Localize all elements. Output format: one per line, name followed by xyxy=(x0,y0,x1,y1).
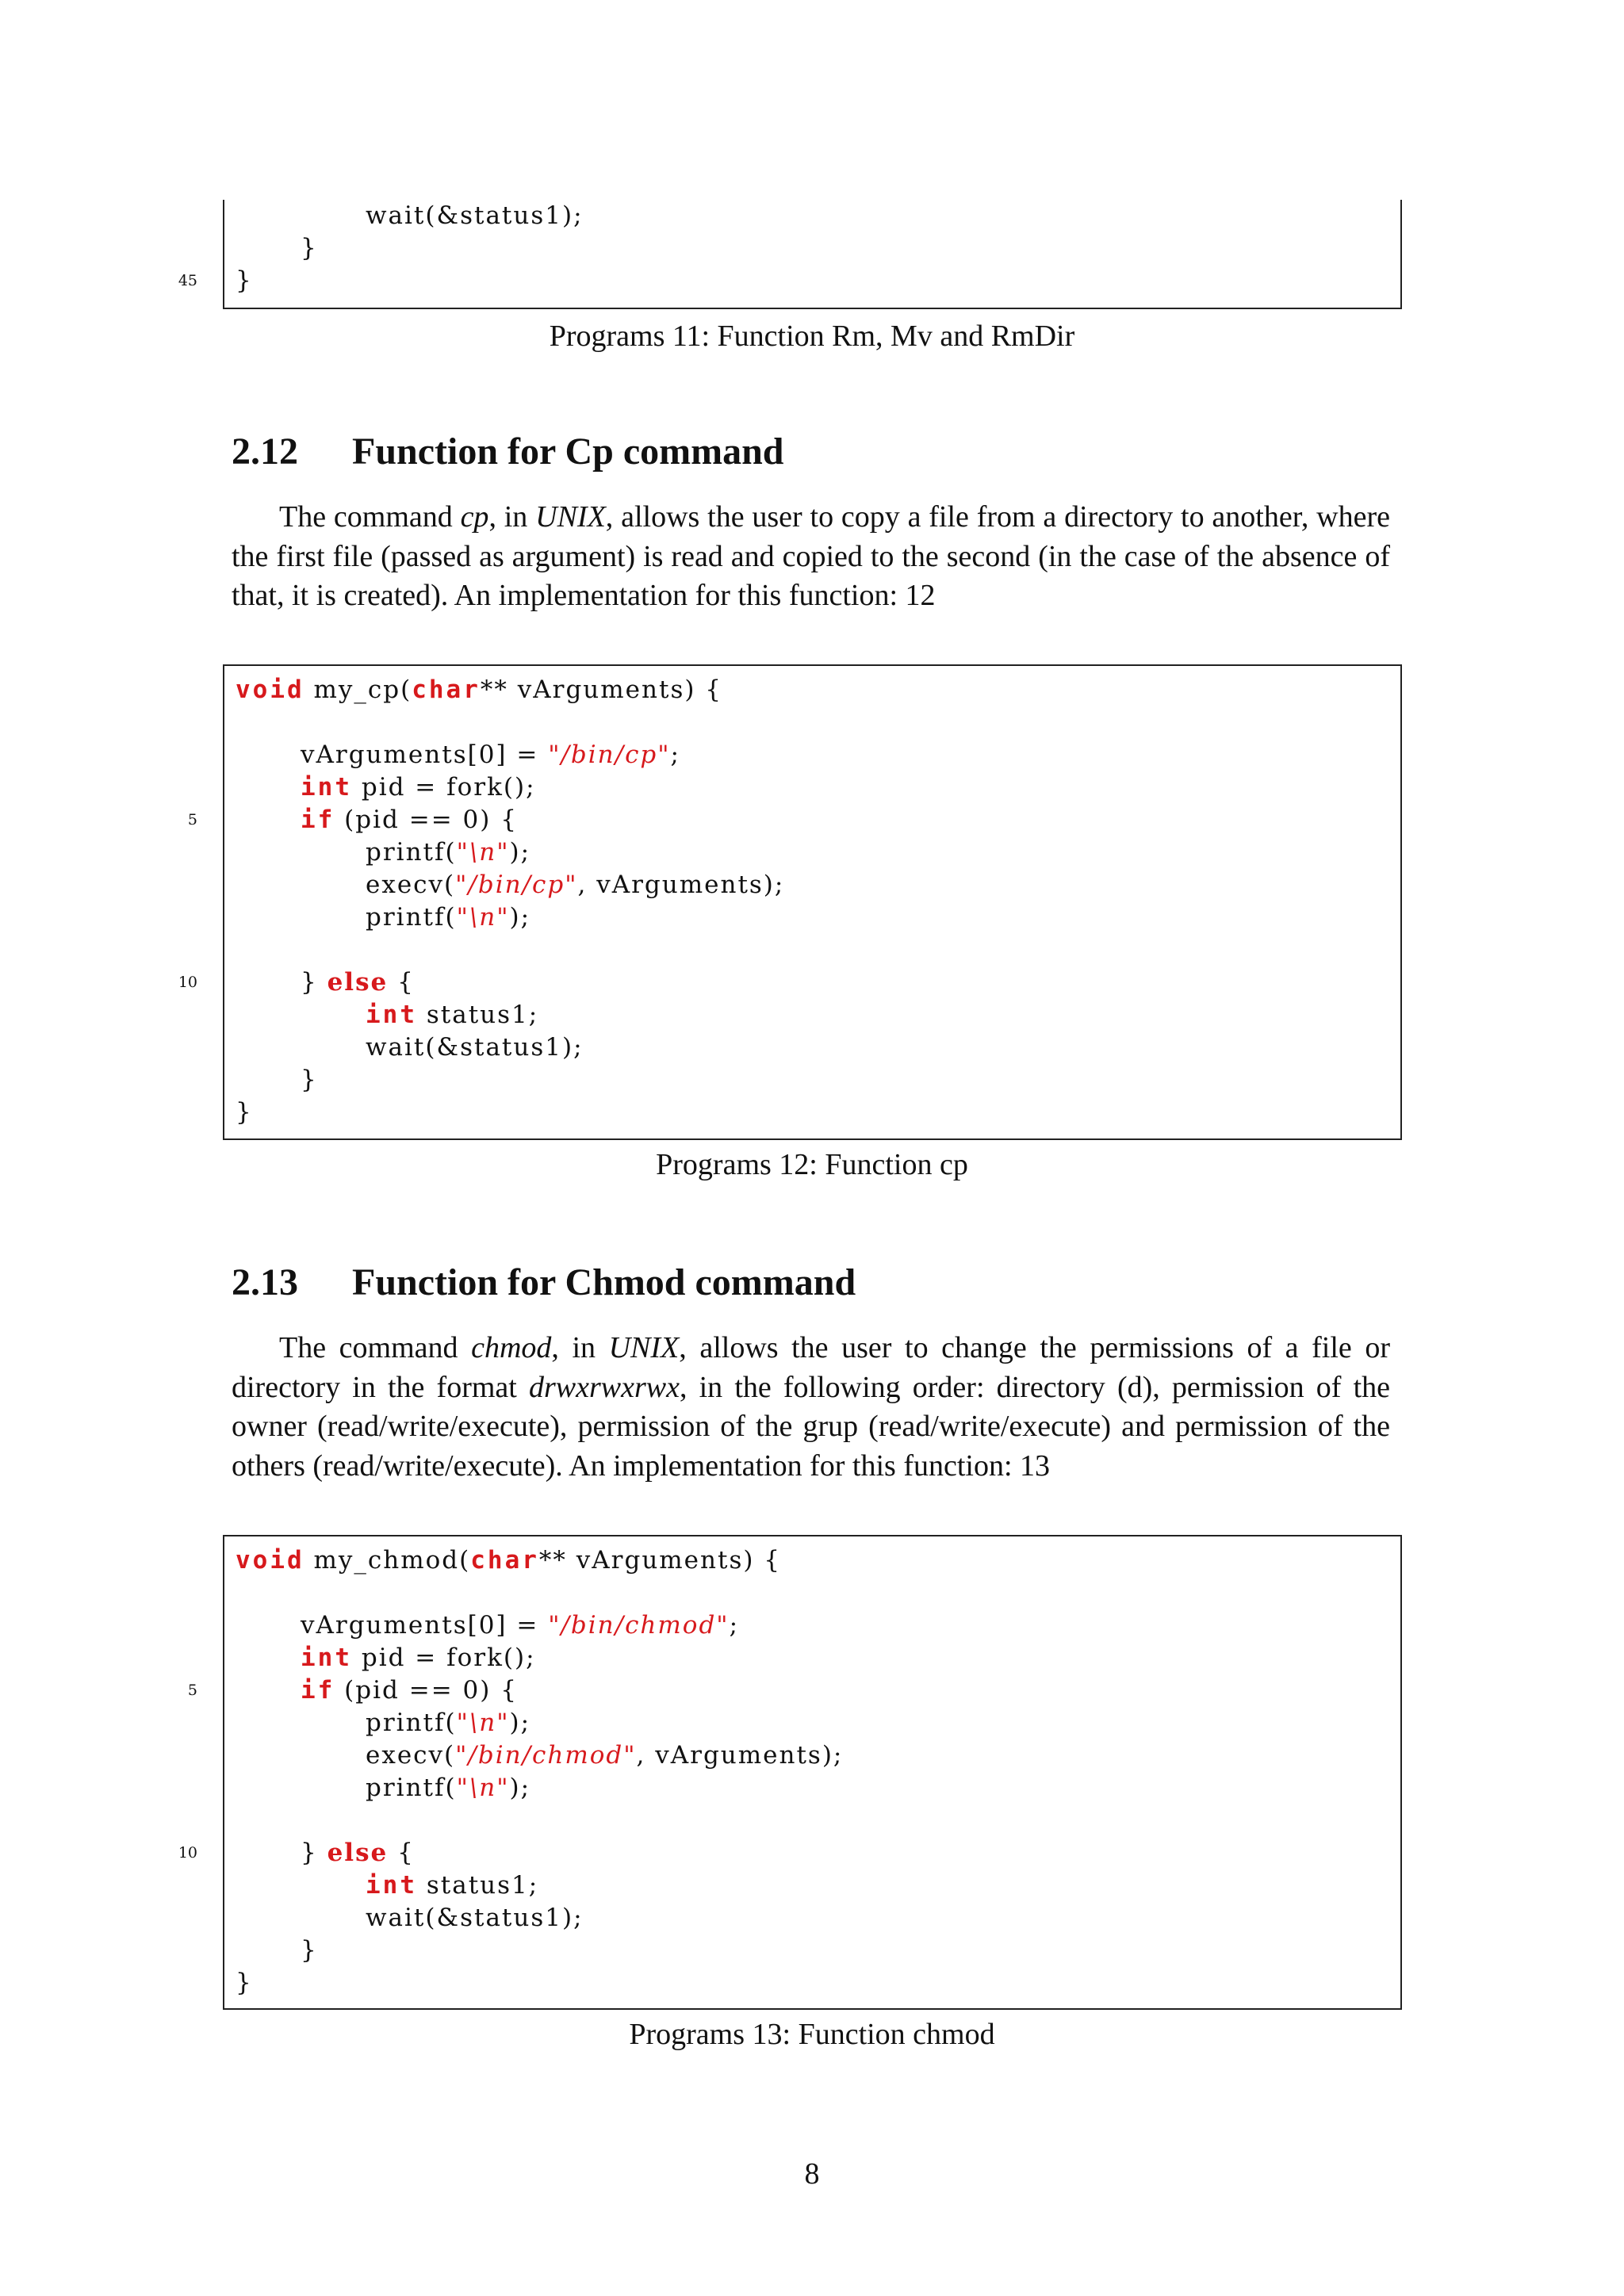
code-line: wait(&status1); xyxy=(366,1033,584,1062)
listing-caption: Programs 12: Function cp xyxy=(656,1148,968,1181)
code-line: if (pid == 0) { xyxy=(301,806,518,834)
code-line: int status1; xyxy=(366,1871,539,1900)
code-line: execv("/bin/chmod", vArguments); xyxy=(366,1741,844,1770)
page-number: 8 xyxy=(804,2157,820,2191)
code-line: printf("\n"); xyxy=(366,838,531,867)
section-title: Function for Cp command xyxy=(352,430,784,473)
code-listing-13 xyxy=(178,1535,1402,2010)
section-number: 2.12 xyxy=(232,430,298,473)
listing-caption: Programs 11: Function Rm, Mv and RmDir xyxy=(549,320,1075,353)
section-title: Function for Chmod command xyxy=(352,1261,856,1303)
line-number: 45 xyxy=(178,272,197,289)
code-line: } xyxy=(301,234,318,262)
code-line: } else { xyxy=(301,968,415,997)
code-line: wait(&status1); xyxy=(366,201,584,230)
code-line: void my_cp(char** vArguments) { xyxy=(236,675,723,704)
code-line: } else { xyxy=(301,1839,415,1867)
code-line: } xyxy=(301,1066,318,1094)
code-line: void my_chmod(char** vArguments) { xyxy=(236,1546,782,1575)
section-number: 2.13 xyxy=(232,1261,298,1303)
code-listing-12 xyxy=(178,664,1402,1140)
code-line: if (pid == 0) { xyxy=(301,1676,518,1705)
body-paragraph: The command cp, in UNIX, allows the user to copy a file from a directory to another, where the first file (passed as argument) is read and copied to the second (in the case of the absence of that, it is created). An implementation for this function: 12 xyxy=(232,500,1390,612)
code-line: } xyxy=(236,266,253,295)
line-number: 10 xyxy=(178,974,197,991)
section-heading xyxy=(232,1261,856,1304)
line-number: 5 xyxy=(187,811,197,828)
code-line: vArguments[0] = "/bin/chmod"; xyxy=(301,1611,740,1640)
code-line: wait(&status1); xyxy=(366,1904,584,1932)
body-paragraph: The command chmod, in UNIX, allows the user to change the permissions of a file or directory in the format drwxrwxrwx, in the following order: directory (d), permission of the owner (read/write/execute), permission of the grup (read/write/execute) and permission of the others (read/write/execute). An implementation for this function: 13 xyxy=(232,1331,1391,1483)
code-line: printf("\n"); xyxy=(366,1709,531,1737)
line-number: 5 xyxy=(187,1682,197,1699)
code-line: int pid = fork(); xyxy=(301,773,536,802)
section-heading xyxy=(232,430,783,473)
code-line: } xyxy=(236,1098,253,1127)
code-line: printf("\n"); xyxy=(366,903,531,932)
line-number: 10 xyxy=(178,1844,197,1862)
code-line: vArguments[0] = "/bin/cp"; xyxy=(301,740,680,769)
code-line: } xyxy=(236,1969,253,1997)
code-listing-11 xyxy=(178,200,1402,309)
code-line: } xyxy=(301,1936,318,1965)
code-line: printf("\n"); xyxy=(366,1774,531,1802)
code-line: int status1; xyxy=(366,1001,539,1029)
listing-caption: Programs 13: Function chmod xyxy=(629,2018,995,2051)
code-line: execv("/bin/cp", vArguments); xyxy=(366,871,785,899)
code-line: int pid = fork(); xyxy=(301,1644,536,1672)
